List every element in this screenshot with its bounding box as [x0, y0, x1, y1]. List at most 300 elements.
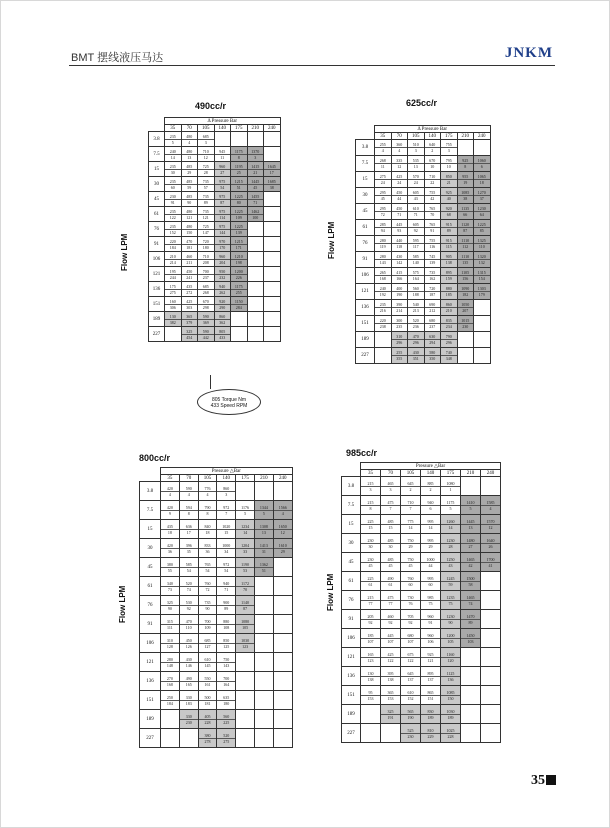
table-cell	[424, 172, 441, 188]
table-row	[149, 207, 281, 222]
table-row	[356, 156, 491, 172]
torque-value: 680	[407, 632, 414, 638]
speed-value: 123	[361, 657, 380, 663]
speed-value: 28	[198, 169, 214, 175]
table-cell	[198, 252, 215, 267]
torque-value: 860	[219, 313, 226, 319]
table-cell	[181, 147, 198, 162]
flow-value: 30	[342, 534, 361, 553]
torque-value: 220	[169, 238, 176, 244]
table-cell	[441, 236, 458, 252]
speed-value: 103	[461, 638, 480, 644]
speed-value: 44	[421, 562, 440, 568]
table-cell	[217, 729, 236, 748]
table-cell	[198, 691, 217, 710]
table-cell	[424, 348, 441, 364]
speed-value: 171	[231, 244, 247, 250]
table-cell	[408, 204, 425, 220]
torque-value: 250	[166, 694, 173, 700]
table-cell	[247, 312, 264, 327]
table-cell	[161, 729, 180, 748]
flow-value: 106	[140, 634, 161, 653]
table-row	[342, 572, 501, 591]
torque-value: 295	[379, 190, 386, 195]
speed-value: 77	[381, 600, 400, 606]
torque-value: 195	[169, 268, 176, 274]
table-cell	[401, 629, 421, 648]
torque-value: 860	[445, 302, 452, 307]
speed-value: 204	[215, 259, 231, 265]
table-cell	[179, 501, 198, 520]
torque-value: 220	[379, 318, 386, 323]
table-cell	[165, 327, 182, 342]
table-cell	[198, 577, 217, 596]
speed-value: 54	[180, 567, 198, 573]
speed-value: 125	[217, 643, 235, 649]
torque-value: 1445	[466, 518, 475, 524]
torque-value: 605	[412, 222, 419, 227]
torque-value: 955	[462, 174, 469, 179]
torque-value: 710	[202, 253, 209, 259]
table-cell	[461, 534, 481, 553]
torque-value: 735	[204, 599, 211, 605]
table-cell	[161, 615, 180, 634]
torque-value: 1415	[251, 163, 260, 169]
table-cell	[474, 204, 491, 220]
speed-value: 379	[182, 319, 198, 325]
torque-value: 1235	[446, 594, 455, 600]
speed-value: 53	[236, 567, 254, 573]
table-row	[342, 496, 501, 515]
table-cell	[231, 267, 248, 282]
table-cell	[375, 348, 392, 364]
torque-value: 765	[429, 206, 436, 211]
table-cell	[214, 132, 231, 147]
table-row	[149, 252, 281, 267]
table-cell	[198, 132, 215, 147]
torque-value: 1315	[477, 270, 486, 275]
torque-value: 1645	[267, 163, 276, 169]
speed-value: 244	[165, 274, 181, 280]
speed-value: 36	[161, 548, 179, 554]
speed-value: 236	[408, 323, 424, 329]
speed-value: 58	[461, 581, 480, 587]
table-cell	[264, 177, 281, 192]
table-cell	[421, 572, 441, 591]
flow-value: 151	[356, 316, 375, 332]
table-cell	[408, 316, 425, 332]
table-cell	[474, 316, 491, 332]
table-cell	[361, 667, 381, 686]
table-cell	[375, 172, 392, 188]
table-cell	[408, 332, 425, 348]
torque-value: 765	[429, 222, 436, 227]
torque-value: 425	[396, 174, 403, 179]
table-cell	[441, 268, 458, 284]
speed-value: 22	[425, 179, 441, 185]
torque-value: 850	[445, 174, 452, 179]
table-cell	[461, 610, 481, 629]
torque-value: 360	[396, 142, 403, 147]
speed-value: 275	[165, 289, 181, 295]
speed-value: 14	[401, 524, 420, 530]
speed-value: 11	[215, 154, 231, 160]
table-cell	[481, 553, 501, 572]
speed-value: 296	[408, 339, 424, 345]
speed-value: 182	[458, 291, 474, 297]
table-cell	[181, 252, 198, 267]
table-cell	[474, 252, 491, 268]
flow-value: 30	[149, 177, 165, 192]
table-cell	[198, 539, 217, 558]
table-cell	[441, 156, 458, 172]
table-cell	[421, 629, 441, 648]
speed-value: 10	[441, 163, 457, 169]
pressure-value: 35	[161, 475, 180, 482]
flow-value: 189	[149, 312, 165, 327]
torque-value: 460	[387, 613, 394, 619]
torque-value: 865	[427, 689, 434, 695]
torque-value: 945	[219, 148, 226, 154]
pressure-value: 175	[441, 470, 461, 477]
speed-value: 214	[165, 259, 181, 265]
speed-value: 119	[375, 243, 391, 249]
flow-value: 136	[356, 300, 375, 316]
table-cell	[381, 572, 401, 591]
torque-value: 1135	[461, 206, 470, 211]
torque-value: 1000	[426, 556, 435, 562]
speed-value: 90	[182, 199, 198, 205]
table-cell	[457, 332, 474, 348]
table-cell	[181, 282, 198, 297]
torque-value: 730	[407, 594, 414, 600]
table-cell	[165, 147, 182, 162]
speed-value: 8	[199, 510, 217, 516]
flow-value: 45	[140, 558, 161, 577]
header-title: BMT 摆线液压马达	[71, 52, 164, 64]
table-cell	[391, 284, 408, 300]
speed-value: 262	[215, 289, 231, 295]
speed-value: 29	[274, 548, 292, 554]
table-row	[356, 172, 491, 188]
table-cell	[481, 515, 501, 534]
table-row	[140, 539, 293, 558]
table-cell	[273, 501, 292, 520]
speed-value: 228	[199, 719, 217, 725]
speed-value: 147	[198, 229, 214, 235]
speed-value: 188	[408, 291, 424, 297]
table-cell	[441, 204, 458, 220]
table-cell	[236, 615, 255, 634]
table-cell	[181, 312, 198, 327]
speed-value: 68	[441, 211, 457, 217]
torque-value: 700	[204, 618, 211, 624]
table-cell	[254, 520, 273, 539]
table-cell	[217, 634, 236, 653]
torque-value: 972	[223, 561, 230, 567]
speed-value: 31	[255, 548, 273, 554]
speed-value: 19	[458, 179, 474, 185]
torque-value: 255	[396, 350, 403, 355]
table-cell	[273, 729, 292, 748]
table-cell	[179, 577, 198, 596]
torque-value: 380	[204, 732, 211, 738]
table-cell	[247, 237, 264, 252]
torque-value: 776	[204, 485, 211, 491]
table-cell	[457, 236, 474, 252]
speed-value: 152	[401, 695, 420, 701]
torque-value: 594	[185, 504, 192, 510]
speed-value: 140	[408, 259, 424, 265]
speed-value: 442	[198, 334, 214, 340]
torque-value: 750	[407, 537, 414, 543]
speed-value: 59	[441, 581, 460, 587]
speed-value: 5	[441, 505, 460, 511]
table-cell	[273, 691, 292, 710]
table-cell	[474, 284, 491, 300]
torque-value: 1320	[477, 254, 486, 259]
torque-value: 325	[186, 328, 193, 334]
speed-value: 42	[461, 562, 480, 568]
table-cell	[214, 297, 231, 312]
speed-value: 235	[392, 323, 408, 329]
speed-value: 120	[441, 657, 460, 663]
torque-value: 610	[407, 689, 414, 695]
torque-value: 420	[166, 504, 173, 510]
table-row	[356, 220, 491, 236]
torque-value: 475	[387, 499, 394, 505]
flow-value: 15	[356, 172, 375, 188]
table-cell	[254, 558, 273, 577]
table-cell	[401, 553, 421, 572]
torque-value: 1462	[251, 208, 260, 214]
speed-value: 234	[441, 323, 457, 329]
speed-value: 30	[165, 169, 181, 175]
table-row	[356, 300, 491, 316]
torque-value: 1110	[461, 254, 470, 259]
table-row	[140, 577, 293, 596]
torque-value: 755	[429, 190, 436, 195]
table-cell	[375, 332, 392, 348]
torque-value: 1410	[466, 499, 475, 505]
table-cell	[375, 236, 392, 252]
table-cell	[441, 348, 458, 364]
table-corner	[342, 463, 361, 477]
table-cell	[231, 132, 248, 147]
torque-value: 1230	[477, 206, 486, 211]
torque-value: 1195	[234, 163, 243, 169]
speed-value: 153	[381, 695, 400, 701]
table-cell	[424, 252, 441, 268]
torque-value: 745	[429, 254, 436, 259]
torque-value: 500	[204, 694, 211, 700]
table-cell	[231, 282, 248, 297]
speed-value: 14	[421, 524, 440, 530]
torque-value: 1060	[477, 158, 486, 163]
table-cell	[264, 162, 281, 177]
table-cell	[481, 496, 501, 515]
table-cell	[165, 267, 182, 282]
torque-value: 765	[204, 561, 211, 567]
speed-value: 115	[441, 243, 457, 249]
table-cell	[179, 539, 198, 558]
table-cell	[457, 268, 474, 284]
torque-value: 1500	[466, 575, 475, 581]
table-cell	[231, 147, 248, 162]
table-cell	[361, 724, 381, 743]
table-cell	[247, 297, 264, 312]
torque-value: 610	[204, 656, 211, 662]
table-cell	[424, 204, 441, 220]
table-cell	[254, 710, 273, 729]
table-cell	[457, 220, 474, 236]
table-cell	[421, 667, 441, 686]
table-cell	[247, 192, 264, 207]
torque-value: 310	[166, 637, 173, 643]
pressure-value: 240	[264, 125, 281, 132]
pressure-value: 240	[474, 133, 491, 140]
table-cell	[231, 252, 248, 267]
speed-value: 30	[361, 543, 380, 549]
table-row	[356, 268, 491, 284]
speed-value: 150	[441, 695, 460, 701]
torque-value: 735	[202, 193, 209, 199]
table-cell	[198, 222, 215, 237]
speed-value: 294	[425, 339, 441, 345]
torque-value: 760	[204, 580, 211, 586]
speed-value: 150	[182, 229, 198, 235]
torque-value: 940	[223, 580, 230, 586]
speed-value: 64	[474, 211, 490, 217]
table-cell	[391, 348, 408, 364]
table-cell	[481, 648, 501, 667]
table-cell	[217, 482, 236, 501]
table-cell	[217, 520, 236, 539]
speed-value: 92	[381, 619, 400, 625]
table-cell	[391, 236, 408, 252]
torque-value: 485	[387, 518, 394, 524]
speed-value: 74	[180, 586, 198, 592]
torque-value: 430	[396, 254, 403, 259]
torque-value: 670	[202, 298, 209, 304]
speed-value: 12	[274, 529, 292, 535]
table-cell	[214, 327, 231, 342]
speed-value: 207	[458, 307, 474, 313]
speed-value: 5	[461, 505, 480, 511]
speed-value: 43	[408, 195, 424, 201]
table-cell	[401, 610, 421, 629]
table-row	[149, 282, 281, 297]
speed-value: 5	[236, 510, 254, 516]
table-cell	[421, 724, 441, 743]
table-cell	[408, 236, 425, 252]
table-cell	[474, 156, 491, 172]
speed-value: 107	[401, 638, 420, 644]
table-cell	[254, 691, 273, 710]
speed-value: 51	[231, 184, 247, 190]
speed-value: 51	[255, 567, 273, 573]
table-cell	[375, 156, 392, 172]
table-cell	[161, 539, 180, 558]
speed-value: 3	[408, 147, 424, 153]
pressure-value: 175	[231, 125, 248, 132]
torque-value: 560	[223, 713, 230, 719]
pressure-value: 140	[214, 125, 231, 132]
torque-value: 1230	[446, 537, 455, 543]
speed-value: 6	[421, 505, 440, 511]
table-cell	[421, 515, 441, 534]
speed-value: 369	[198, 319, 214, 325]
torque-value: 1190	[241, 561, 250, 567]
table-cell	[474, 140, 491, 156]
table-cell	[375, 300, 392, 316]
table-cell	[391, 140, 408, 156]
flow-value: 151	[149, 297, 165, 312]
speed-value: 184	[165, 244, 181, 250]
table-cell	[165, 207, 182, 222]
table-cell	[198, 237, 215, 252]
table-row	[149, 312, 281, 327]
speed-value: 34	[217, 548, 235, 554]
table-cell	[441, 648, 461, 667]
table-cell	[161, 672, 180, 691]
speed-value: 4	[161, 491, 179, 497]
torque-value: 520	[412, 318, 419, 323]
torque-value: 1160	[446, 651, 455, 657]
speed-value: 208	[198, 259, 214, 265]
torque-value: 425	[186, 298, 193, 304]
table-cell	[198, 177, 215, 192]
flow-value: 91	[140, 615, 161, 634]
table-cell	[165, 237, 182, 252]
torque-value: 950	[219, 268, 226, 274]
table-cell	[254, 501, 273, 520]
table-cell	[198, 192, 215, 207]
torque-value: 230	[367, 537, 374, 543]
speed-value: 100	[248, 214, 264, 220]
flow-axis-label: Flow LPM	[326, 573, 335, 611]
speed-value: 168	[375, 275, 391, 281]
torque-value: 225	[367, 518, 374, 524]
table-cell	[401, 648, 421, 667]
torque-value: 835	[445, 318, 452, 323]
flow-value: 227	[149, 327, 165, 342]
torque-value: 165	[367, 651, 374, 657]
torque-value: 915	[445, 238, 452, 243]
table-cell	[441, 316, 458, 332]
table-cell	[264, 192, 281, 207]
speed-value: 3	[217, 491, 235, 497]
table-row	[140, 520, 293, 539]
speed-value: 154	[474, 275, 490, 281]
table-cell	[441, 220, 458, 236]
pressure-header: Pressure △Bar	[361, 463, 501, 470]
speed-value: 9	[161, 510, 179, 516]
performance-table	[139, 467, 293, 748]
table-cell	[401, 686, 421, 705]
speed-value: 109	[231, 214, 247, 220]
torque-value: 925	[445, 190, 452, 195]
table-cell	[198, 520, 217, 539]
torque-value: 520	[185, 580, 192, 586]
table-cell	[179, 596, 198, 615]
table-cell	[441, 591, 461, 610]
torque-value: 215	[367, 594, 374, 600]
table-cell	[381, 496, 401, 515]
torque-value: 425	[387, 651, 394, 657]
speed-value: 17	[180, 529, 198, 535]
table-cell	[236, 653, 255, 672]
